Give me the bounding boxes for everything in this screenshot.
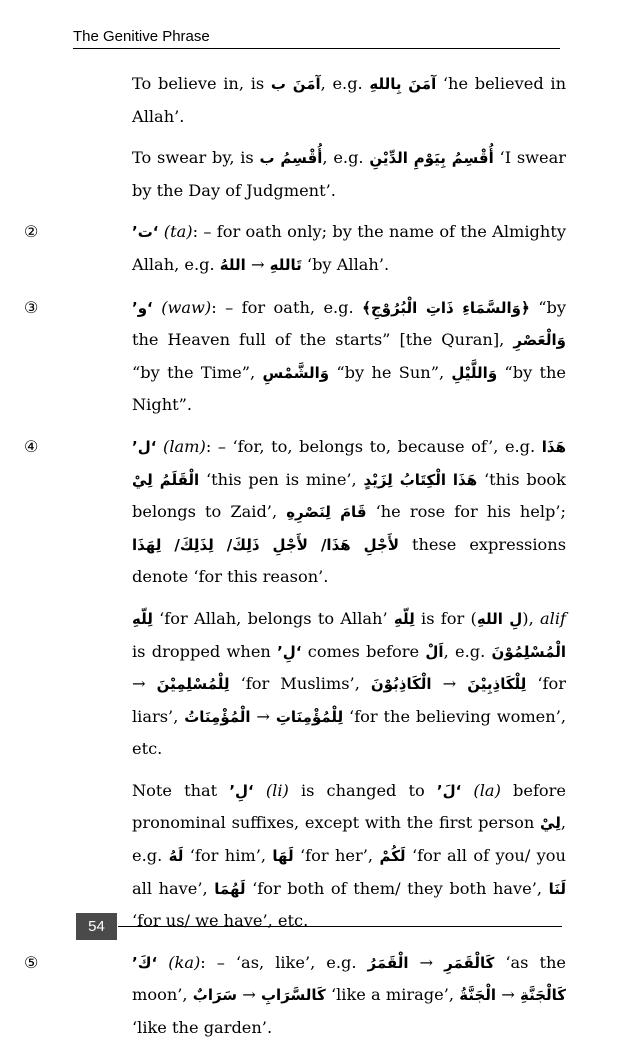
item-number: ⑤: [24, 952, 39, 972]
arabic-text: أُقْسِمُ ب: [259, 149, 323, 168]
paragraph-lillahi: لِلّهِ ‘for Allah, belongs to Allah’ لِلّهِ is for (لِ اللهِ), alif is dropped when ‘لِ’ comes before اَلْ, e.g. الْمُسْلِمُوْنَ → لِلْمُسْلِمِيْنَ ‘for Muslims’, الْكَاذِبُوْنَ → لِلْكَاذِبِيْنَ ‘for liars’, الْمُؤْمِنَاتُ → لِلْمُؤْمِنَاتِ ‘for the believing women’, etc.: [132, 608, 567, 759]
footer-rule: [118, 926, 562, 927]
list-item-waw: ③ ‘و’ (waw): – for oath, e.g. ﴿وَالسَّمَاءِ ذَاتِ الْبُرُوْجِ﴾ “by the Heaven full of the starts” [the Quran], وَالْعَصْرِ “by the Time”, وَالشَّمْسِ “by he Sun”, وَاللَّيْلِ “by the Night”.: [78, 292, 566, 421]
list-item-ka: ⑤ ‘كَ’ (ka): – ‘as, like’, e.g. الْقَمَرُ → كَالْقَمَرِ ‘as the moon’, سَرَابٌ → كَالسَّرَابِ ‘like a mirage’, الْجَنَّةُ → كَالْجَنَّةِ ‘like the garden’.: [78, 947, 566, 1044]
list-item-lam: ④ ‘ل’ (lam): – ‘for, to, belongs to, because of’, e.g. هَذَا الْقَلَمُ لِيْ ‘this pen is mine’, هَذَا الْكِتَابُ لِزَيْدٍ ‘this book belongs to Zaid’, قَامَ لِنَصْرِهِ ‘he rose for his help’; لأَجْلِ هَذَا/ لأَجْلِ ذَلِكَ/ لِذَلِكَ/ لِهَذَا these expressions denote ‘for this reason’.: [78, 431, 566, 593]
item-number: ④: [24, 436, 39, 456]
arabic-letter: ‘ت’: [132, 223, 159, 242]
item-number: ③: [24, 297, 39, 317]
running-header: [73, 28, 560, 49]
arabic-text: أُقْسِمُ بِيَوْمِ الدِّيْنِ: [369, 149, 494, 168]
paragraph-believe-in: To believe in, is آمَنَ ب, e.g. آمَنَ بِاللهِ ‘he believed in Allah’.: [132, 74, 566, 126]
item-number: ②: [24, 222, 39, 242]
page-number: 54: [76, 913, 117, 940]
page-body: [24, 68, 567, 1044]
arabic-text: آمَنَ بِاللهِ: [369, 75, 437, 93]
arabic-letter: ‘ل’: [132, 437, 157, 456]
paragraph-note-li-la: Note that ‘لِ’ (li) is changed to ‘لَ’ (la) before pronominal suffixes, except with the first person لِيْ, e.g. لَهُ ‘for him’, لَهَا ‘for her’, لَكُمْ ‘for all of you/ you all have’, لَهُمَا ‘for both of them/ they both have’, لَنَا ‘for us/ we have’, etc.: [132, 780, 567, 931]
paragraph-swear-by: To swear by, is أُقْسِمُ ب, e.g. أُقْسِمُ بِيَوْمِ الدِّيْنِ ‘I swear by the Day of Judgment’.: [132, 148, 566, 200]
arabic-letter: ‘و’: [132, 298, 153, 317]
arabic-text: آمَنَ ب: [270, 75, 321, 93]
list-item-ta: ② ‘ت’ (ta): – for oath only; by the name of the Almighty Allah, e.g. اللهُ → تَاللهِ ‘by Allah’.: [78, 216, 566, 281]
arabic-letter: ‘كَ’: [132, 953, 158, 972]
header-title: The Genitive Phrase: [73, 28, 210, 45]
